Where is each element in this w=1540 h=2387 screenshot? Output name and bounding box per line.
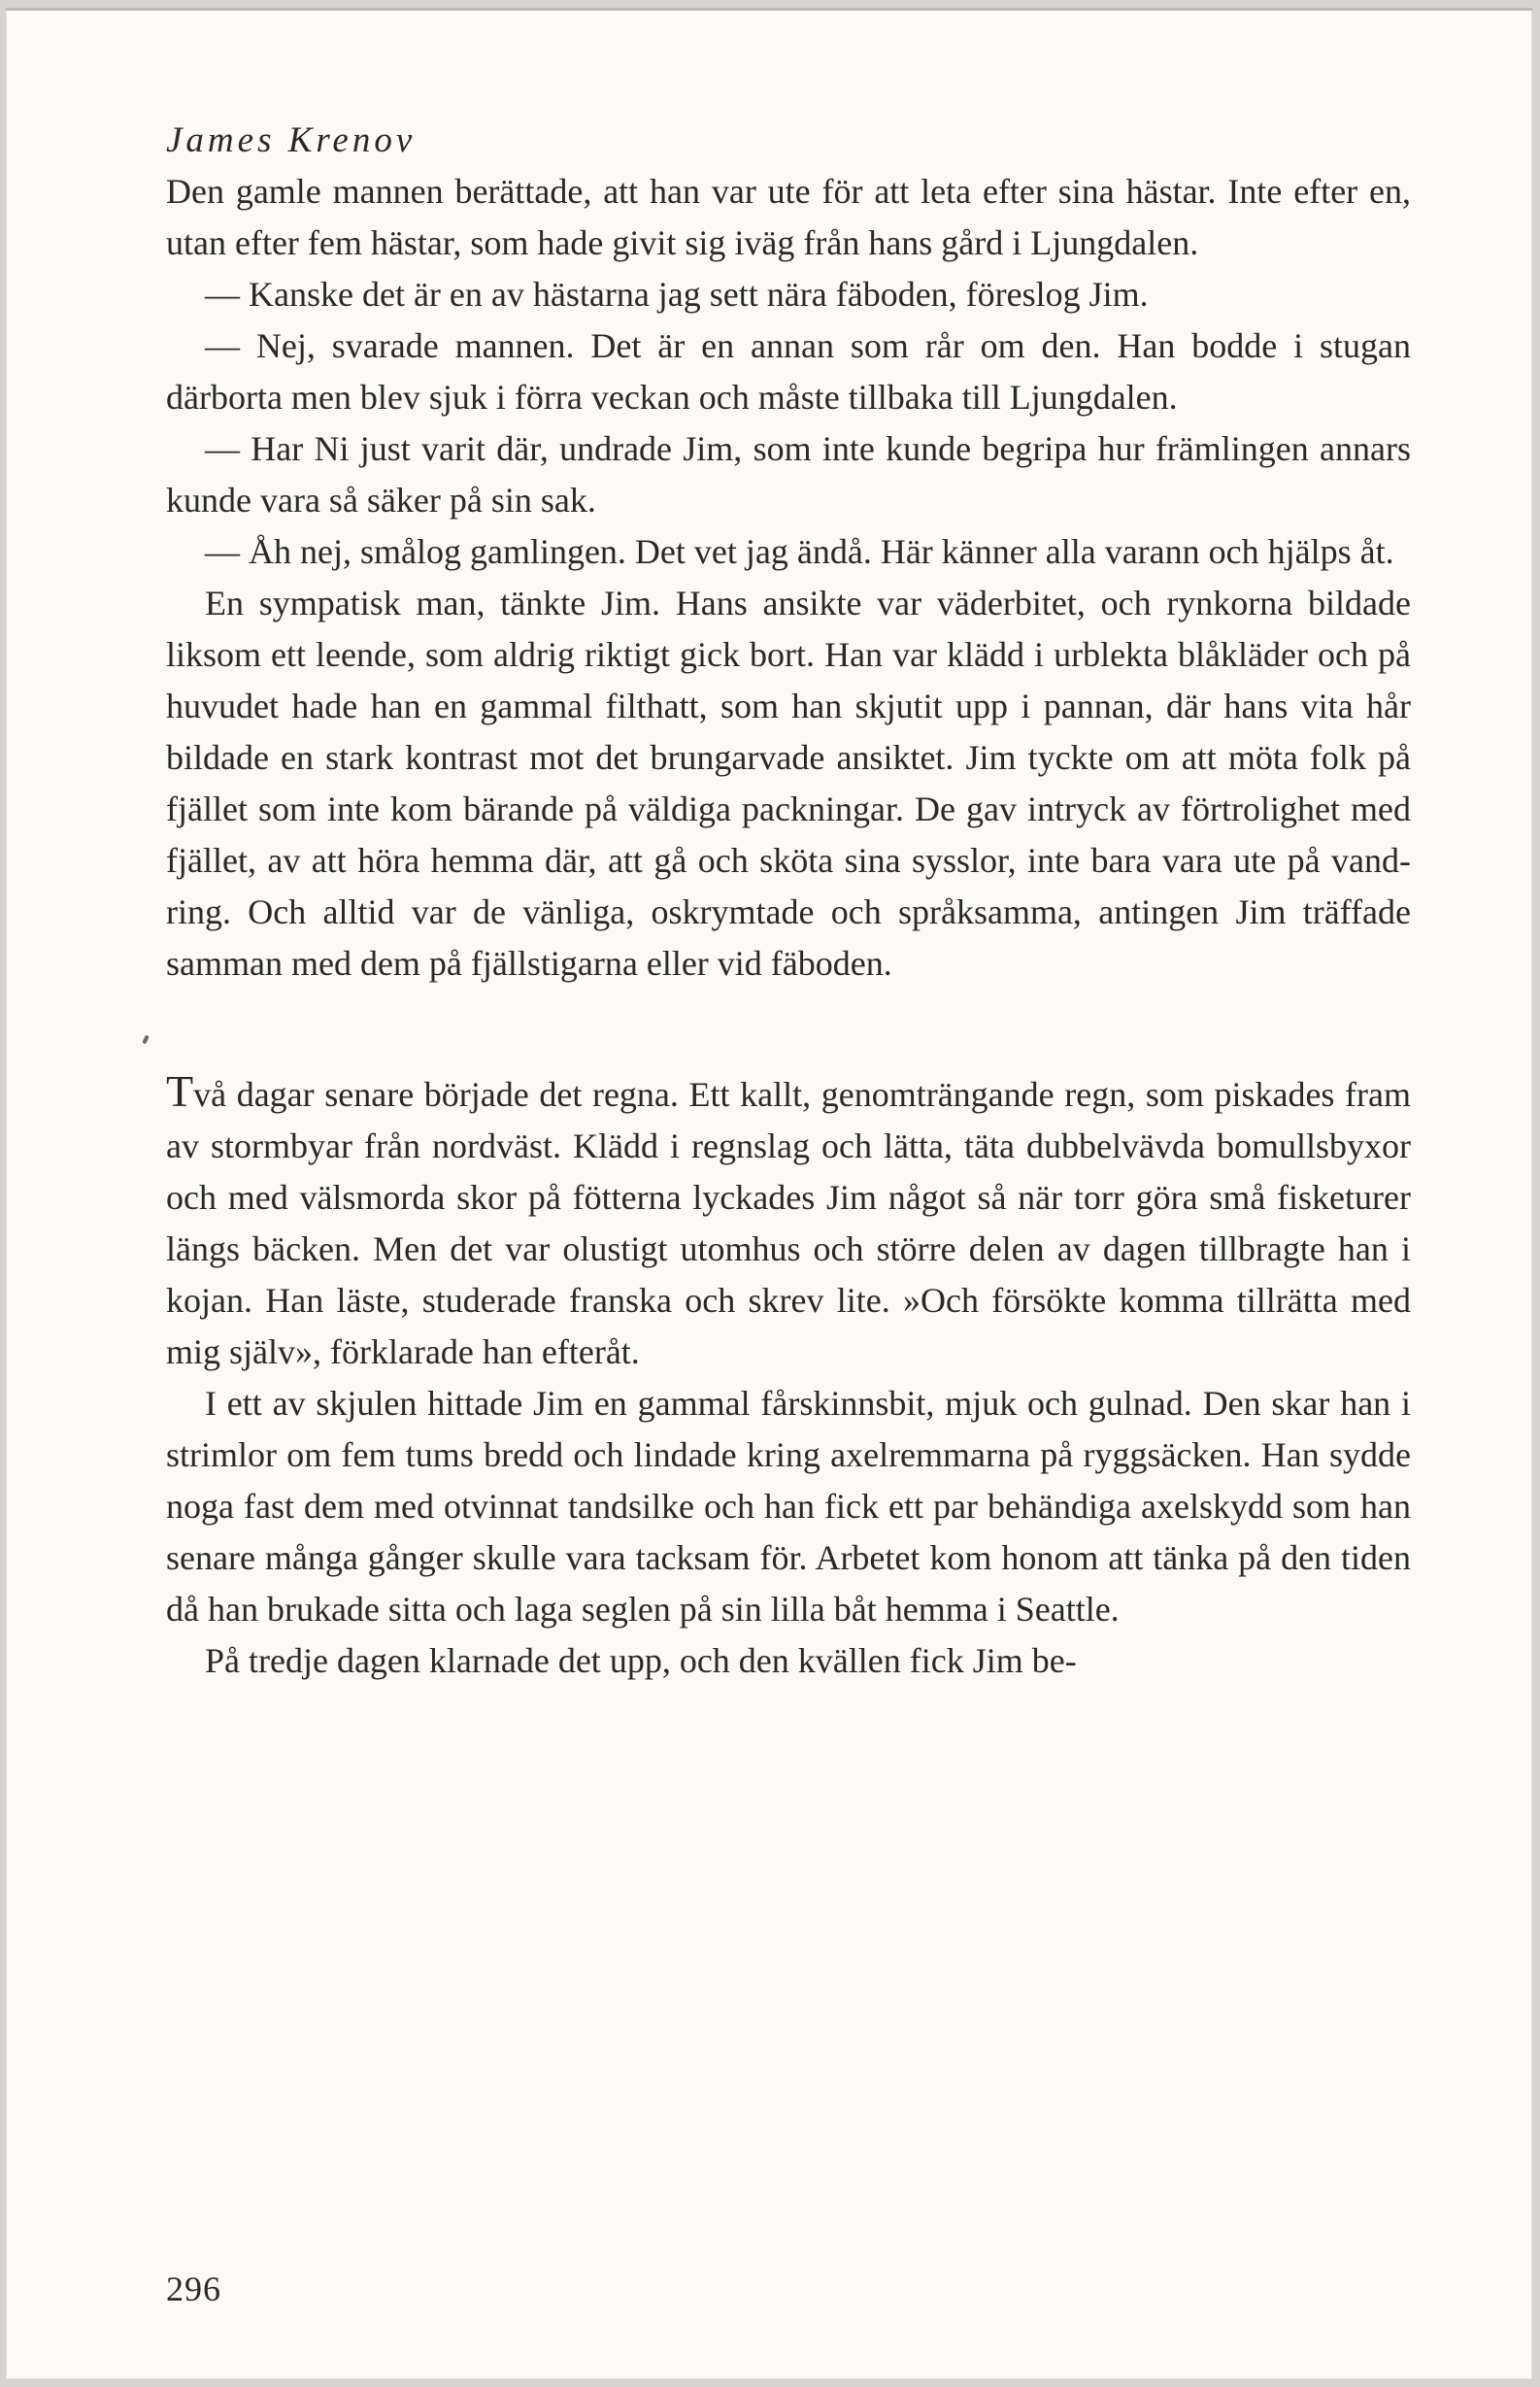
- section-opening-paragraph: [166, 1065, 1411, 1378]
- page-text: [166, 115, 1411, 1687]
- paragraph: I ett av skjulen hittade Jim en gammal fårskinnsbit, mjuk och gulnad. Den skar han i strimlor om fem tums bredd och lindade kring axelremmarna på ryggsäcken. Han sydde noga fast dem med otvinnat tandsilke och han fick ett par behändiga axelskydd som han senare många gånger skulle vara tacksam för. Arbetet kom honom att tänka på den tiden då han brukade sitta och laga seglen på sin lilla båt hemma i Seattle.: [166, 1384, 1411, 1629]
- margin-mark: [142, 1035, 149, 1045]
- paragraph: En sympatisk man, tänkte Jim. Hans ansikte var väderbitet, och rynkorna bildade liksom ett leende, som aldrig riktigt gick bort. Han var klädd i urblekta blåkläder och på huvudet hade han en gammal filthatt, som han skjutit upp i pannan, där hans vita hår bildade en stark kontrast mot det brungarvade ansiktet. Jim tyckte om att möta folk på fjället som inte kom bärande på väldiga packningar. De gav intryck av förtrolighet med fjället, av att höra hemma där, att gå och sköta sina sysslor, inte bara vara ute på vandring. Och alltid var de vänliga, oskrymtade och språksamma, antingen Jim träffade samman med dem på fjällstigarna eller vid fäboden.: [166, 584, 1411, 983]
- paragraph-text: vå dagar senare började det regna. Ett kallt, genomträngande regn, som piskades fram av stormbyar från nordväst. Klädd i regnslag och lätta, täta dubbelvävda bomullsbyxor och med välsmorda skor på fötterna lyckades Jim något så när torr göra små fisketurer längs bäcken. Men det var olustigt utomhus och större delen av dagen tillbragte han i kojan. Han läste, studerade franska och skrev lite. »Och försökte komma tillrätta med mig själv», förklarade han efteråt.: [166, 1075, 1411, 1371]
- paragraph: — Kanske det är en av hästarna jag sett nära fäboden, föreslog Jim.: [205, 275, 1149, 314]
- paragraph: — Har Ni just varit där, undrade Jim, som inte kunde begripa hur främlingen annars kunde vara så säker på sin sak.: [166, 429, 1411, 520]
- book-page: [6, 8, 1532, 2379]
- paragraph: Den gamle mannen berättade, att han var ute för att leta efter sina hästar. Inte efter en, utan efter fem hästar, som hade givit sig iväg från hans gård i Ljungdalen.: [166, 172, 1411, 262]
- running-head: James Krenov: [166, 120, 417, 160]
- initial-letter: T: [166, 1066, 194, 1116]
- page-number: 296: [166, 2269, 221, 2308]
- paragraph: — Nej, svarade mannen. Det är en annan som rår om den. Han bodde i stugan därborta men blev sjuk i förra veckan och måste tillbaka till Ljungdalen.: [166, 326, 1411, 417]
- paragraph: — Åh nej, smålog gamlingen. Det vet jag ändå. Här känner alla varann och hjälps åt.: [205, 532, 1394, 571]
- paragraph: På tredje dagen klarnade det upp, och den kvällen fick Jim be-: [205, 1641, 1077, 1680]
